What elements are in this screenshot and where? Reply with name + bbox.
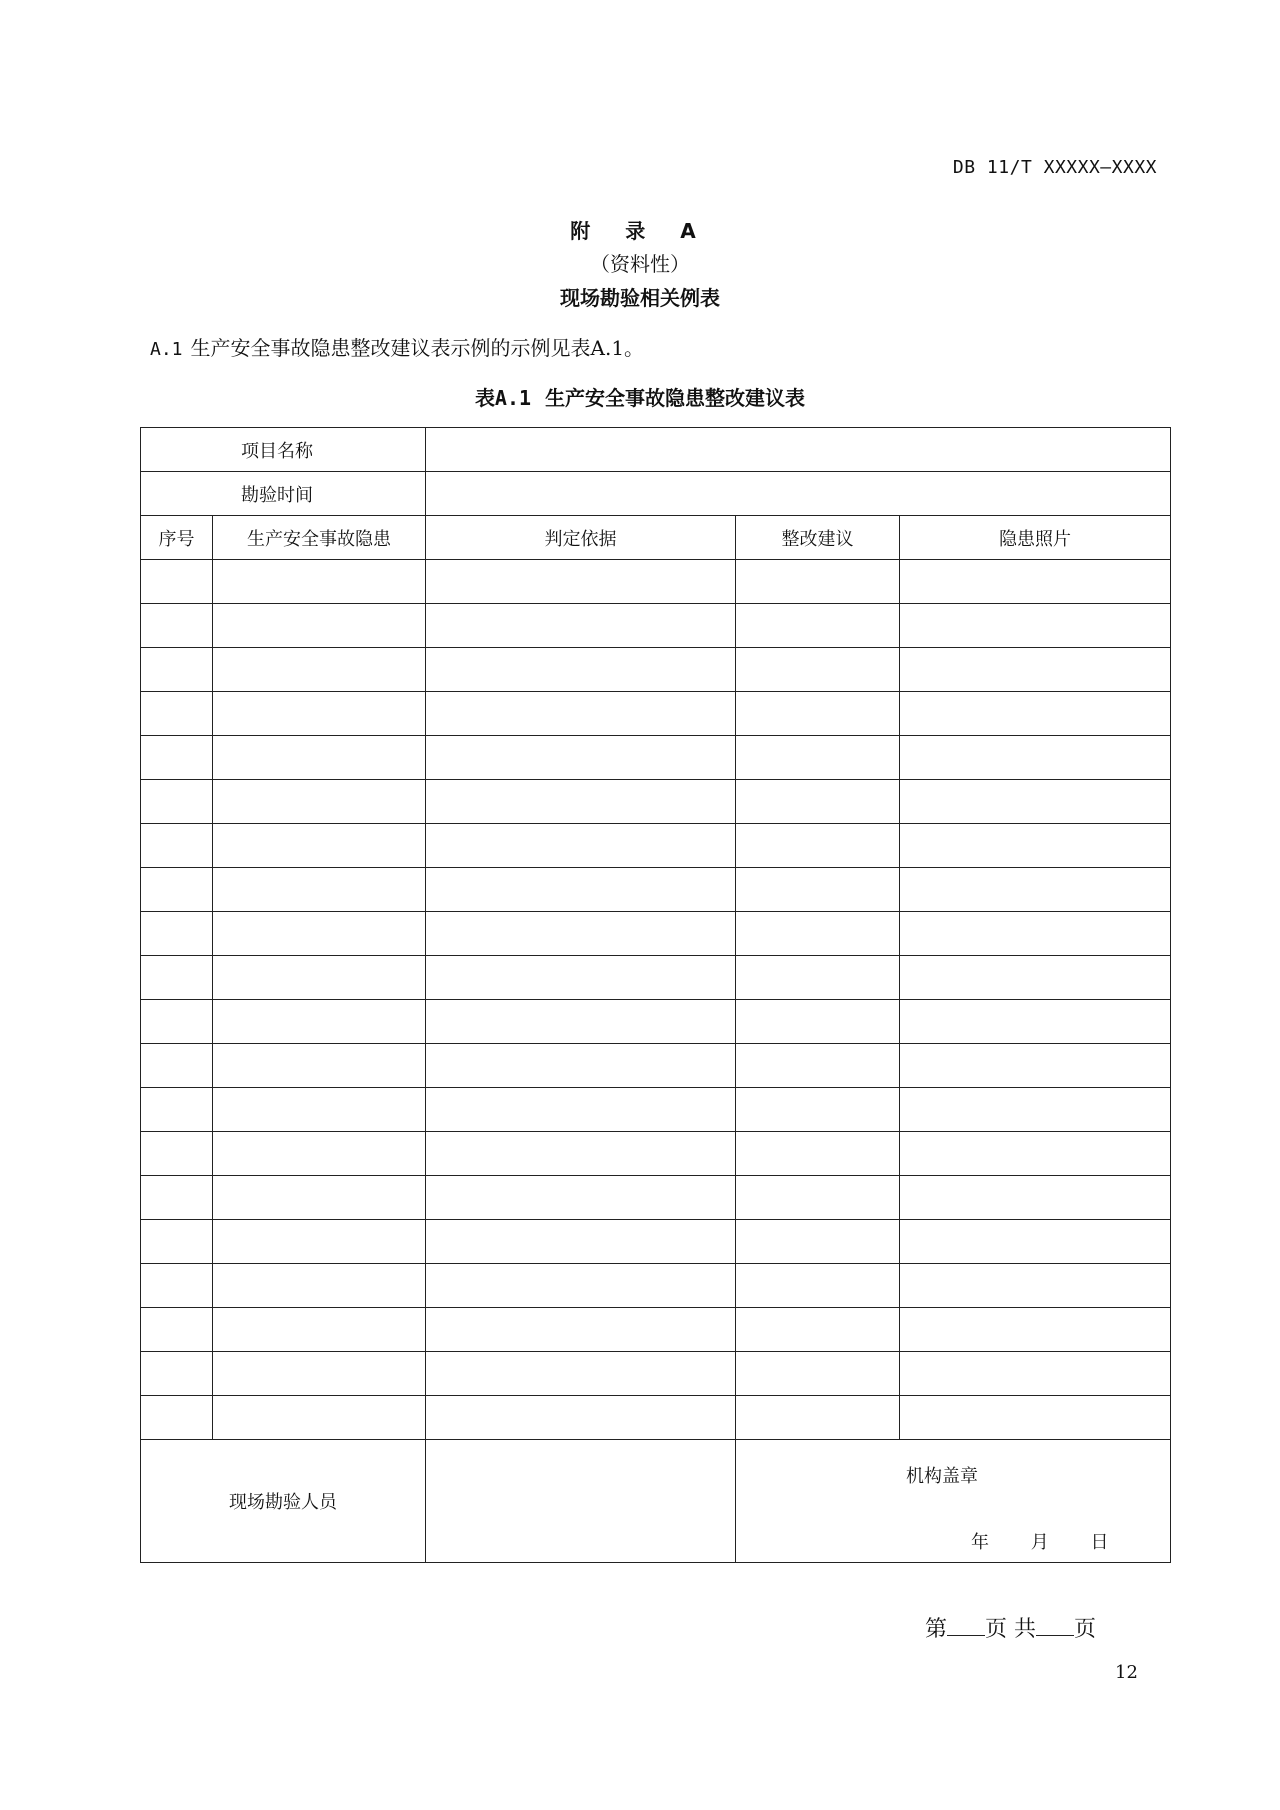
table-row xyxy=(141,736,1171,780)
seal-cell[interactable] xyxy=(736,1440,1171,1563)
table-row xyxy=(141,1000,1171,1044)
table-cell[interactable] xyxy=(426,1000,736,1044)
table-cell[interactable] xyxy=(900,1264,1171,1308)
table-cell[interactable] xyxy=(900,736,1171,780)
inspector-signature-cell[interactable] xyxy=(426,1440,736,1563)
table-cell[interactable] xyxy=(736,560,900,604)
table-cell[interactable] xyxy=(900,1352,1171,1396)
project-name-label: 项目名称 xyxy=(141,428,426,472)
page-suffix: 页 xyxy=(1074,1617,1097,1642)
table-cell[interactable] xyxy=(426,736,736,780)
table-cell[interactable] xyxy=(900,1044,1171,1088)
table-cell[interactable] xyxy=(141,1088,213,1132)
seal-box xyxy=(736,1440,1170,1562)
table-cell[interactable] xyxy=(736,824,900,868)
table-row xyxy=(141,1220,1171,1264)
table-cell[interactable] xyxy=(736,1088,900,1132)
table-cell[interactable] xyxy=(426,648,736,692)
table-row xyxy=(141,1396,1171,1440)
table-cell[interactable] xyxy=(141,560,213,604)
table-cell[interactable] xyxy=(141,956,213,1000)
appendix-title: 附 录 A xyxy=(570,219,710,243)
table-cell[interactable] xyxy=(213,648,426,692)
table-row xyxy=(141,604,1171,648)
table-cell[interactable] xyxy=(736,1044,900,1088)
page-middle: 页 共 xyxy=(985,1617,1037,1642)
hazard-rectification-table xyxy=(140,427,1171,1563)
table-cell[interactable] xyxy=(141,1000,213,1044)
table-cell[interactable] xyxy=(141,780,213,824)
table-cell[interactable] xyxy=(900,780,1171,824)
table-cell[interactable] xyxy=(736,692,900,736)
table-cell[interactable] xyxy=(426,1132,736,1176)
table-row xyxy=(141,648,1171,692)
table-cell[interactable] xyxy=(141,692,213,736)
table-cell[interactable] xyxy=(213,1176,426,1220)
project-name-row xyxy=(141,428,1171,472)
column-header: 生产安全事故隐患 xyxy=(213,516,426,560)
table-cell[interactable] xyxy=(736,1264,900,1308)
inspection-time-row xyxy=(141,472,1171,516)
table-cell[interactable] xyxy=(213,736,426,780)
table-cell[interactable] xyxy=(213,956,426,1000)
inspector-label: 现场勘验人员 xyxy=(141,1440,426,1563)
table-cell[interactable] xyxy=(213,1132,426,1176)
table-cell[interactable] xyxy=(900,604,1171,648)
table-row xyxy=(141,780,1171,824)
table-cell[interactable] xyxy=(426,1352,736,1396)
table-row xyxy=(141,1264,1171,1308)
table-cell[interactable] xyxy=(736,780,900,824)
appendix-subtitle: 现场勘验相关例表 xyxy=(560,286,720,310)
table-row xyxy=(141,1044,1171,1088)
table-cell[interactable] xyxy=(141,1220,213,1264)
project-name-value[interactable] xyxy=(426,428,1171,472)
table-cell[interactable] xyxy=(426,780,736,824)
table-cell[interactable] xyxy=(426,1220,736,1264)
table-caption-number: 表A.1 xyxy=(474,386,532,410)
table-cell[interactable] xyxy=(426,912,736,956)
table-cell[interactable] xyxy=(213,780,426,824)
table-row xyxy=(141,1088,1171,1132)
table-cell[interactable] xyxy=(213,1088,426,1132)
table-cell[interactable] xyxy=(900,1220,1171,1264)
table-cell[interactable] xyxy=(213,604,426,648)
table-cell[interactable] xyxy=(900,648,1171,692)
table-cell[interactable] xyxy=(426,692,736,736)
page-number: 12 xyxy=(1115,1662,1138,1683)
table-cell[interactable] xyxy=(426,604,736,648)
table-cell[interactable] xyxy=(736,648,900,692)
total-pages-blank[interactable] xyxy=(1036,1617,1074,1636)
table-cell[interactable] xyxy=(736,604,900,648)
column-header: 整改建议 xyxy=(736,516,900,560)
table-cell[interactable] xyxy=(141,604,213,648)
table-cell[interactable] xyxy=(426,560,736,604)
table-cell[interactable] xyxy=(141,824,213,868)
table-cell[interactable] xyxy=(141,736,213,780)
table-cell[interactable] xyxy=(736,1000,900,1044)
intro-paragraph xyxy=(150,332,644,361)
table-cell[interactable] xyxy=(736,1220,900,1264)
current-page-blank[interactable] xyxy=(947,1617,985,1636)
table-cell[interactable] xyxy=(213,1264,426,1308)
table-cell[interactable] xyxy=(141,1264,213,1308)
table-cell[interactable] xyxy=(736,1308,900,1352)
table-row xyxy=(141,1308,1171,1352)
table-row xyxy=(141,560,1171,604)
table-cell[interactable] xyxy=(736,1396,900,1440)
table-cell[interactable] xyxy=(900,1308,1171,1352)
table-cell[interactable] xyxy=(900,912,1171,956)
table-row xyxy=(141,1176,1171,1220)
table-cell[interactable] xyxy=(900,560,1171,604)
table-cell[interactable] xyxy=(426,824,736,868)
table-cell[interactable] xyxy=(736,736,900,780)
table-cell[interactable] xyxy=(141,1044,213,1088)
table-cell[interactable] xyxy=(426,1044,736,1088)
table-cell[interactable] xyxy=(900,1000,1171,1044)
table-cell[interactable] xyxy=(141,1308,213,1352)
table-cell[interactable] xyxy=(736,868,900,912)
table-cell[interactable] xyxy=(426,1308,736,1352)
table-cell[interactable] xyxy=(736,1132,900,1176)
seal-date: 年 月 日 xyxy=(971,1532,1127,1553)
table-cell[interactable] xyxy=(426,956,736,1000)
table-cell[interactable] xyxy=(213,692,426,736)
table-cell[interactable] xyxy=(426,1176,736,1220)
inspection-time-label: 勘验时间 xyxy=(141,472,426,516)
table-caption-title: 生产安全事故隐患整改建议表 xyxy=(545,386,806,410)
table-row xyxy=(141,956,1171,1000)
table-cell[interactable] xyxy=(900,956,1171,1000)
table-cell[interactable] xyxy=(141,1396,213,1440)
table-cell[interactable] xyxy=(736,1352,900,1396)
table-cell[interactable] xyxy=(141,1176,213,1220)
table-row xyxy=(141,868,1171,912)
table-cell[interactable] xyxy=(213,912,426,956)
table-cell[interactable] xyxy=(736,956,900,1000)
table-cell[interactable] xyxy=(141,1132,213,1176)
table-cell[interactable] xyxy=(213,868,426,912)
column-header: 序号 xyxy=(141,516,213,560)
appendix-nature: （资料性） xyxy=(590,252,690,276)
table-cell[interactable] xyxy=(426,1396,736,1440)
table-cell[interactable] xyxy=(900,824,1171,868)
table-cell[interactable] xyxy=(213,1308,426,1352)
table-cell[interactable] xyxy=(736,1176,900,1220)
table-caption xyxy=(0,382,1280,411)
table-cell[interactable] xyxy=(141,648,213,692)
table-cell[interactable] xyxy=(426,1264,736,1308)
table-row xyxy=(141,1132,1171,1176)
table-cell[interactable] xyxy=(900,692,1171,736)
table-row xyxy=(141,824,1171,868)
table-cell[interactable] xyxy=(141,912,213,956)
table-cell[interactable] xyxy=(213,560,426,604)
table-cell[interactable] xyxy=(900,1088,1171,1132)
table-cell[interactable] xyxy=(426,1088,736,1132)
table-cell[interactable] xyxy=(900,868,1171,912)
standard-code: DB 11/T XXXXX—XXXX xyxy=(952,157,1157,178)
column-header: 判定依据 xyxy=(426,516,736,560)
page-count xyxy=(925,1612,1096,1643)
table-cell[interactable] xyxy=(213,1352,426,1396)
page-prefix: 第 xyxy=(925,1617,948,1642)
column-header: 隐患照片 xyxy=(900,516,1171,560)
footer-row xyxy=(141,1440,1171,1563)
table-cell[interactable] xyxy=(900,1396,1171,1440)
table-cell[interactable] xyxy=(426,868,736,912)
table-row xyxy=(141,1352,1171,1396)
column-header-row xyxy=(141,516,1171,560)
table-cell[interactable] xyxy=(900,1132,1171,1176)
table-row xyxy=(141,692,1171,736)
table-cell[interactable] xyxy=(213,1000,426,1044)
table-cell[interactable] xyxy=(213,1396,426,1440)
seal-label: 机构盖章 xyxy=(906,1466,978,1487)
table-cell[interactable] xyxy=(736,912,900,956)
intro-number: A.1 xyxy=(150,339,183,360)
table-cell[interactable] xyxy=(141,868,213,912)
table-cell[interactable] xyxy=(213,1220,426,1264)
inspection-time-value[interactable] xyxy=(426,472,1171,516)
table-row xyxy=(141,912,1171,956)
table-cell[interactable] xyxy=(213,824,426,868)
intro-text: 生产安全事故隐患整改建议表示例的示例见表A.1。 xyxy=(190,336,645,360)
table-cell[interactable] xyxy=(141,1352,213,1396)
table-cell[interactable] xyxy=(213,1044,426,1088)
table-cell[interactable] xyxy=(900,1176,1171,1220)
